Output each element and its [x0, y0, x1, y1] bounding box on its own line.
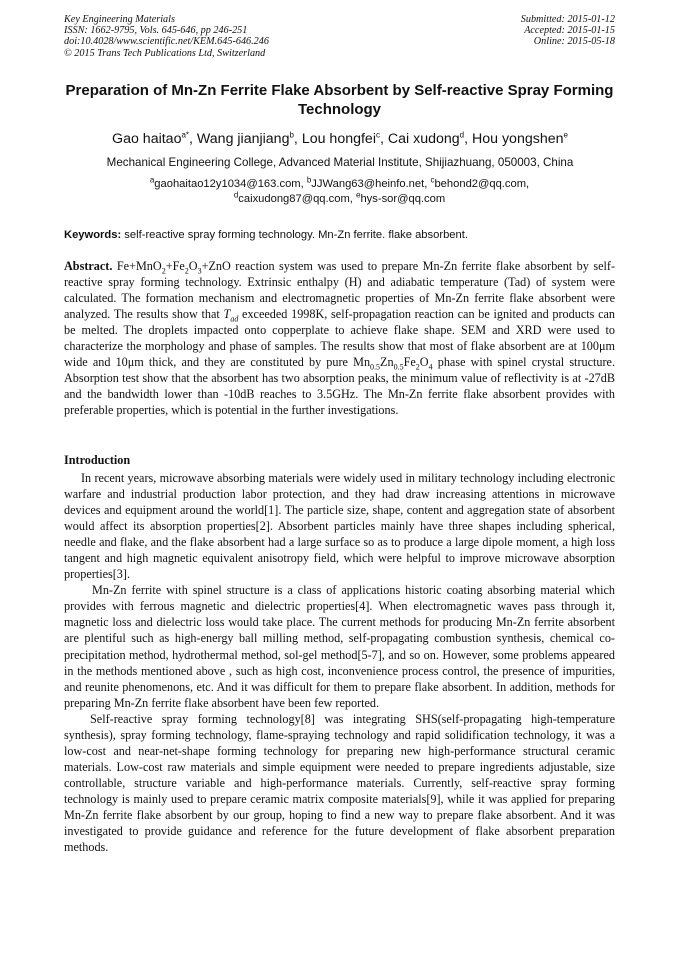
- affiliation: Mechanical Engineering College, Advanced Material Institute, Shijiazhuang, 050003, China: [106, 156, 574, 169]
- email-link[interactable]: gaohaitao12y1034@163.com,: [154, 178, 307, 190]
- author-emails: [64, 177, 615, 207]
- submitted-date: Submitted: 2015-01-12: [520, 14, 615, 25]
- abstract-text: +ZnO reaction system was used to prepare Mn-Zn ferrite flake absorbent by self-reactive spray forming technology. Extrinsic enthalpy (H) and adiabatic temperature (Tad) of system were calculated. The formation mechanism and electromagnetic properties of Mn-Zn ferrite flake absorbent were analyzed. The results show that: [64, 259, 616, 322]
- introduction-body: [64, 470, 615, 855]
- author-name: Wang jianjiang: [196, 131, 290, 147]
- paper-title: Preparation of Mn-Zn Ferrite Flake Absorbent by Self-reactive Spray Forming Technology: [65, 82, 614, 118]
- author-separator: ,: [293, 131, 302, 147]
- keywords-label: Keywords:: [64, 229, 122, 241]
- author-list: [40, 130, 640, 148]
- email-link[interactable]: caixudong87@qq.com,: [238, 193, 356, 205]
- subscript: 3: [197, 266, 202, 276]
- abstract-text: Fe+MnO: [112, 259, 162, 273]
- subscript: 2: [161, 266, 166, 276]
- email-link[interactable]: JJWang63@heinfo.net,: [311, 178, 431, 190]
- author-name: Gao haitao: [112, 131, 182, 147]
- subscript: 2: [415, 362, 420, 372]
- abstract: [64, 258, 615, 418]
- abstract-label: Abstract.: [64, 259, 113, 273]
- keywords: [64, 228, 615, 242]
- journal-issn: ISSN: 1662-9795, Vols. 645-646, pp 246-251: [64, 25, 248, 37]
- abstract-text: Zn: [380, 355, 394, 370]
- author-separator: ,: [189, 131, 197, 147]
- abstract-text: Fe: [403, 355, 416, 370]
- abstract-text: exceeded 1998K, self-propagation reaction can be ignited and products can be melted. The droplets impacted onto copperplate to achieve flake shape. SEM and XRD were used to characterize the morphology and phase of samples. The results show that most of flake absorbent are at 100μm wide and 10μm thick, and they are constituted by pure Mn: [64, 307, 615, 370]
- email-link[interactable]: hys-sor@qq.com: [360, 193, 446, 205]
- accepted-date: Accepted: 2015-01-15: [524, 25, 615, 37]
- journal-copyright: © 2015 Trans Tech Publications Ltd, Switzerland: [64, 47, 266, 59]
- author-mark: d: [459, 130, 465, 140]
- journal-doi: doi:10.4028/www.scientific.net/KEM.645-646.246: [64, 36, 269, 48]
- journal-name: Key Engineering Materials: [64, 14, 175, 25]
- author-separator: ,: [379, 131, 388, 147]
- email-link[interactable]: behond2@qq.com,: [434, 178, 530, 190]
- paragraph: Self-reactive spray forming technology[8] was integrating SHS(self-propagating high-temperature synthesis), spray forming technology, flame-spraying technology and rapid solidification technology, it was a low-cost and near-net-shape forming technology for preparing new high-performance structural ceramic materials. Low-cost raw materials and simple equipment were needed to prepare ingredients adjustable, size controllable, structure variable and high-performance materials. Currently, self-reactive spray forming technology is mainly used to prepare ceramic matrix composite materials[9], while it was applied for preparing Mn-Zn ferrite flake absorbent by our group, hoping to find a new way to prepare flake absorbent. And it was investigated to provide guidance and reference for the future development of flake absorbent preparation methods.: [64, 711, 615, 855]
- subscript: 2: [184, 266, 189, 276]
- paragraph: Mn-Zn ferrite with spinel structure is a class of applications historic coating absorbing material which provides with ferrous magnetic and dielectric properties[4]. When electromagnetic waves pass through it, magnetic loss and dielectric loss would take place. The current methods for producing Mn-Zn ferrite absorbent are plentiful such as high-energy ball milling method, self-propagating combustion synthesis, chemical co-precipitation method, hydrothermal method, sol-gel method[5-7], and so on. However, some problems appeared in the methods mentioned above , such as high cost, inconvenience process control, the presence of impurities, and reunite phenomenons, etc. And it was difficult for them to prepare flake absorbent. In addition, methods for preparing Mn-Zn ferrite flake absorbent have been few reported.: [64, 583, 615, 710]
- author-mark: b: [289, 130, 294, 140]
- abstract-text: phase with spinel crystal structure. Absorption test show that the absorbent has two absorption peaks, the minimum value of reflectivity is at -27dB and the bandwidth lower than -10dB reaches to 3.5GHz. The Mn-Zn ferrite flake absorbent provides with preferable properties, which is potential in the further investigations.: [64, 355, 616, 418]
- section-heading: Introduction: [64, 453, 131, 467]
- author-mark: e: [563, 130, 568, 140]
- author-mark: a*: [181, 130, 190, 140]
- dates-header: [521, 14, 615, 48]
- author-name: Lou hongfei: [301, 131, 376, 147]
- abstract-text: O: [188, 259, 198, 273]
- abstract-text: +Fe: [165, 259, 185, 273]
- tad-symbol: T: [223, 307, 231, 322]
- subscript: ad: [230, 314, 239, 324]
- journal-header: [64, 14, 269, 59]
- author-name: Hou yongshen: [472, 131, 564, 147]
- subscript: 0.5: [370, 362, 381, 372]
- email-mark: a: [149, 175, 155, 185]
- abstract-text: O: [419, 355, 429, 370]
- paragraph: In recent years, microwave absorbing materials were widely used in military technology including electronic warfare and industrial production labor protection, and they had draw increasing attentions in microwave devices and equipment around the world[1]. The particle size, shape, content and aggregation state of absorbent would affect its absorption properties[2]. Absorbent particles mainly have three shapes including spherical, needle and flake, and the flake absorbent had a large surface so as to produce a large dipole moment, a high loss tangent and high magnetic equivalent anisotropy field, which were helpful to improve microwave absorption properties[3].: [64, 471, 615, 582]
- email-mark: c: [430, 175, 435, 185]
- author-name: Cai xudong: [387, 131, 460, 147]
- email-mark: b: [306, 175, 312, 185]
- online-date: Online: 2015-05-18: [533, 36, 615, 48]
- author-mark: c: [375, 130, 380, 140]
- subscript: 4: [428, 362, 433, 372]
- email-mark: e: [355, 190, 361, 200]
- subscript: 0.5: [393, 362, 404, 372]
- keywords-text: self-reactive spray forming technology. Mn-Zn ferrite. flake absorbent.: [121, 229, 468, 241]
- author-separator: ,: [464, 131, 472, 147]
- email-mark: d: [233, 190, 239, 200]
